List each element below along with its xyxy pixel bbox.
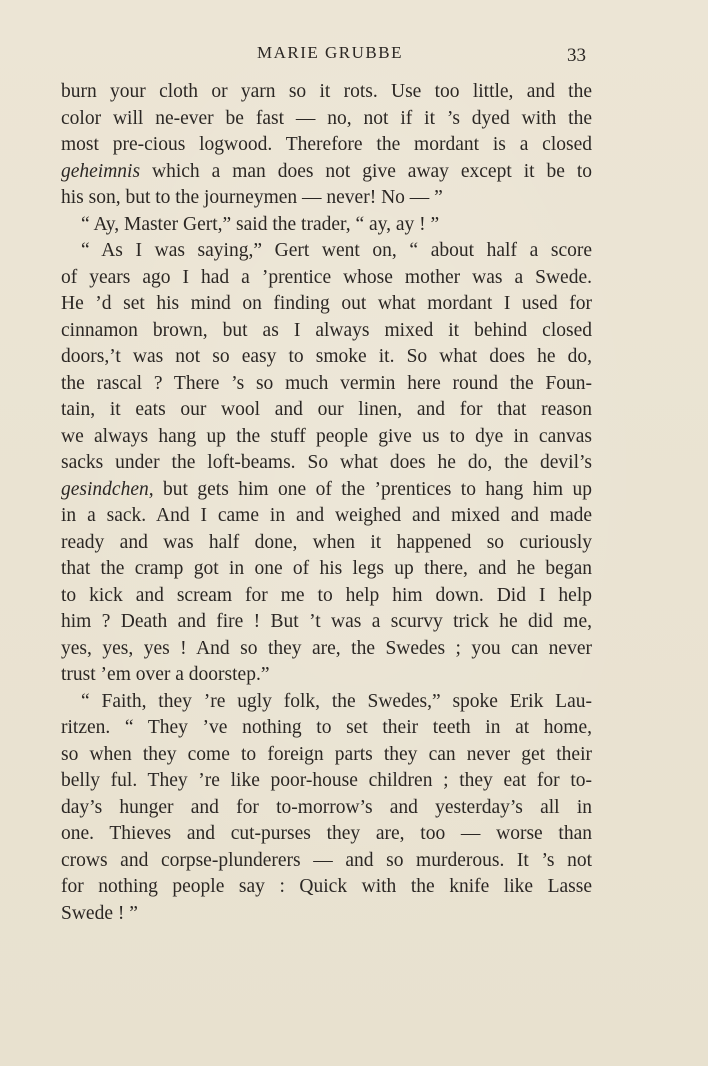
italic-word: gesindchen, <box>61 478 154 500</box>
text-line: so when they come to foreign parts they can never get their <box>61 743 592 765</box>
text-line: that the cramp got in one of his legs up there, and he began <box>61 558 592 579</box>
text-line: trust ’em over a doorstep.” <box>61 664 270 685</box>
text-line: sacks under the loft-beams. So what does he do, the devil’s <box>61 452 592 473</box>
text-line: color will ne-ever be fast — no, not if it ’s dyed with the <box>61 107 592 129</box>
text-line: tain, it eats our wool and our linen, and for that reason <box>61 399 592 420</box>
text-line: for nothing people say : Quick with the knife like Lasse <box>61 876 592 897</box>
text-line: “ Ay, Master Gert,” said the trader, “ ay, ay ! ” <box>81 213 440 235</box>
running-head <box>0 40 708 68</box>
text-line: He ’d set his mind on finding out what mordant I used for <box>61 293 592 314</box>
text-line: “ Faith, they ’re ugly folk, the Swedes,” spoke Erik Lau- <box>81 690 592 712</box>
italic-word: geheimnis <box>61 160 141 182</box>
text-line: doors,’t was not so easy to smoke it. So what does he do, <box>61 346 592 367</box>
text-line: burn your cloth or yarn so it rots. Use too little, and the <box>61 81 592 102</box>
text-line: ritzen. “ They ’ve nothing to set their teeth in at home, <box>61 717 592 738</box>
text-line: of years ago I had a ’prentice whose mother was a Swede. <box>61 266 592 288</box>
body-text <box>61 79 592 927</box>
text-line: belly ful. They ’re like poor-house children ; they eat for to- <box>61 770 592 791</box>
running-title: MARIE GRUBBE <box>257 43 403 62</box>
text-line: yes, yes, yes ! And so they are, the Swedes ; you can never <box>61 637 592 659</box>
text-line: we always hang up the stuff people give us to dye in canvas <box>61 425 592 447</box>
text-line: him ? Death and fire ! But ’t was a scurvy trick he did me, <box>61 611 592 632</box>
text-line: ready and was half done, when it happened so curiously <box>61 531 592 553</box>
text-line: the rascal ? There ’s so much vermin here round the Foun- <box>61 372 592 394</box>
text-line: most pre-cious logwood. Therefore the mordant is a closed <box>61 134 592 155</box>
text-line: his son, but to the journeymen — never! No — ” <box>61 187 443 208</box>
text-line: “ As I was saying,” Gert went on, “ about half a score <box>81 240 592 261</box>
text-line: to kick and scream for me to help him down. Did I help <box>61 584 592 606</box>
text-line: crows and corpse-plunderers — and so murderous. It ’s not <box>61 849 592 871</box>
text-line: geheimnis which a man does not give away except it be to <box>61 160 592 182</box>
page-number: 33 <box>567 45 586 66</box>
text-line: in a sack. And I came in and weighed and mixed and made <box>61 505 592 526</box>
text-line: one. Thieves and cut-purses they are, too — worse than <box>61 823 592 844</box>
text-line: day’s hunger and for to-morrow’s and yesterday’s all in <box>61 796 592 818</box>
text-line: Swede ! ” <box>61 902 138 924</box>
text-line: gesindchen, but gets him one of the ’prentices to hang him up <box>61 478 592 500</box>
text-line: cinnamon brown, but as I always mixed it behind closed <box>61 319 592 341</box>
